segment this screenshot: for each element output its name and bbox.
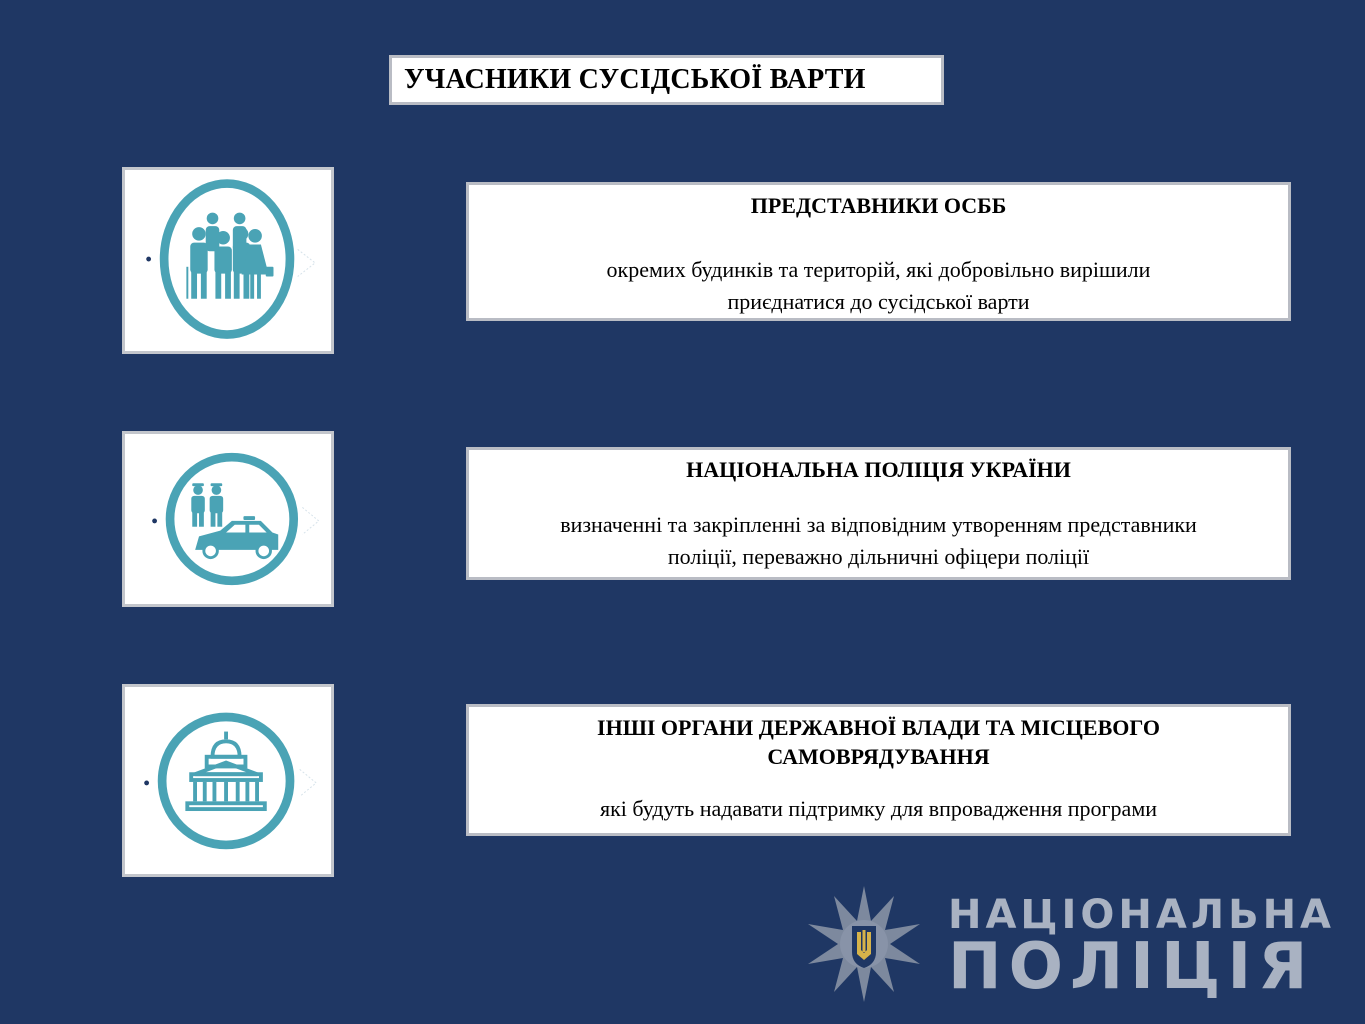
participant-box-government: [466, 704, 1291, 836]
participant-card-osbb-icon-frame: [122, 167, 334, 354]
police-star-emblem-icon: [800, 880, 930, 1010]
participant-heading: ПРЕДСТАВНИКИ ОСББ: [750, 193, 1007, 218]
national-police-logo: [800, 880, 1336, 1010]
participant-card-government-icon-frame: [122, 684, 334, 877]
participant-heading-line: САМОВРЯДУВАННЯ: [767, 744, 990, 769]
page-title: УЧАСНИКИ СУСІДСЬКОЇ ВАРТИ: [404, 64, 866, 95]
government-building-icon: [125, 687, 331, 874]
participant-description-line: визначенні та закріпленні за відповідним утворенням представники: [560, 512, 1197, 537]
participant-description-line: які будуть надавати підтримку для впровадження програми: [599, 796, 1158, 821]
police-car-icon: [125, 434, 331, 604]
people-group-icon: [125, 170, 331, 351]
participant-heading-line: ІНШІ ОРГАНИ ДЕРЖАВНОЇ ВЛАДИ ТА МІСЦЕВОГО: [597, 715, 1160, 740]
participant-description-line: приєднатися до сусідської варти: [727, 289, 1030, 314]
participant-box-osbb: [466, 182, 1291, 321]
participant-card-police-icon-frame: [122, 431, 334, 607]
page-title-box: [389, 55, 944, 105]
participant-description-line: поліції, переважно дільничні офіцери поліції: [667, 544, 1090, 569]
participant-description-line: окремих будинків та територій, які добровільно вирішили: [606, 257, 1151, 282]
logo-text-line: НАЦІОНАЛЬНА: [948, 892, 1336, 938]
logo-text-line: ПОЛІЦІЯ: [948, 930, 1315, 1004]
participant-box-police: [466, 447, 1291, 580]
participant-heading: НАЦІОНАЛЬНА ПОЛІЦІЯ УКРАЇНИ: [686, 457, 1071, 482]
